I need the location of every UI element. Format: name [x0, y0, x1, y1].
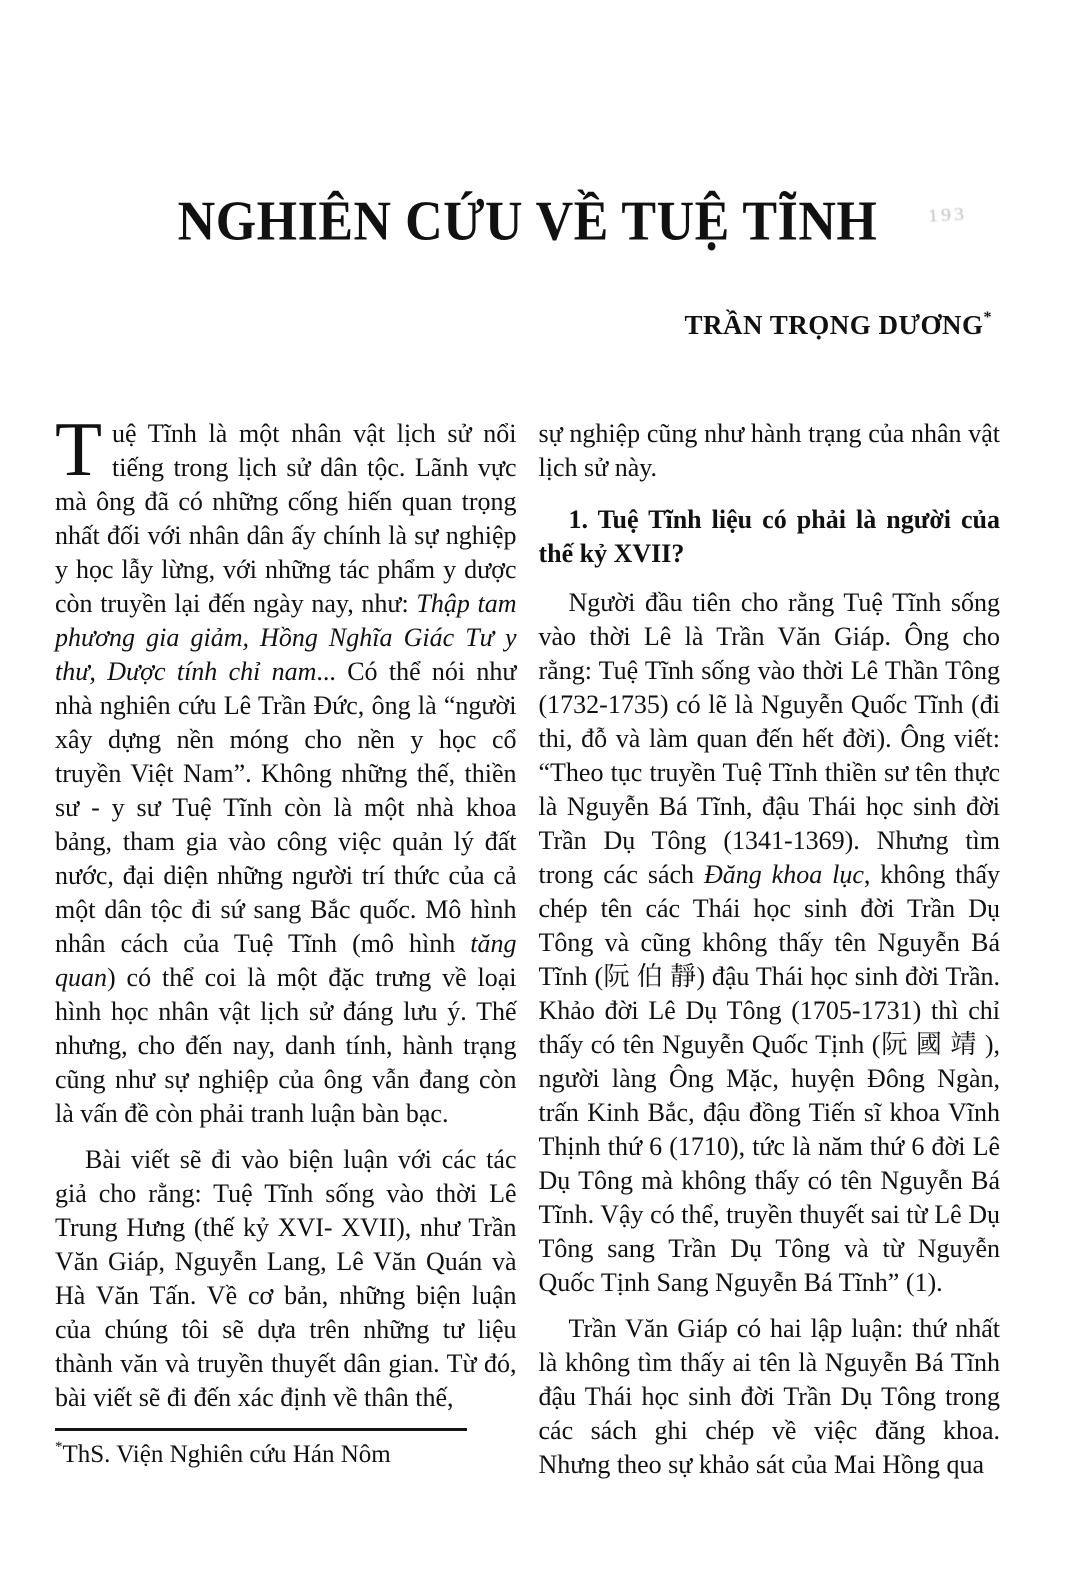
footnote-label: ThS. Viện Nghiên cứu Hán Nôm [62, 1441, 391, 1468]
text-run: , không thấy chép tên các Thái học sinh đời Trần Dụ Tông và cũng không thấy tên Nguyễn Bá Tĩnh (阮 伯 靜) đậu Thái học sinh đời Trần. Khảo đời Lê Dụ Tông (1705-1731) thì chỉ thấy có tên Nguyễn Quốc Tịnh (阮 國 靖 ), người làng Ông Mặc, huyện Đông Ngàn, trấn Kinh Bắc, đậu đồng Tiến sĩ khoa Vĩnh Thịnh thứ 6 (1710), tức là năm thứ 6 đời Lê Dụ Tông mà không thấy có tên Nguyễn Bá Tĩnh. Vậy có thể, truyền thuyết sai từ Lê Dụ Tông sang Trần Dụ Tông và từ Nguyễn Quốc Tịnh Sang Nguyễn Bá Tĩnh” (1). [538, 860, 1000, 1297]
text-run: ... Có thể nói như nhà nghiên cứu Lê Trần Đức, ông là “người xây dựng nền móng cho nền y học cổ truyền Việt Nam”. Không những thế, thiền sư - y sư Tuệ Tĩnh còn là một nhà khoa bảng, tham gia vào công việc quản lý đất nước, đại diện những người trí thức của cả một dân tộc đi sứ sang Bắc quốc. Mô hình nhân cách của Tuệ Tĩnh (mô hình [55, 657, 517, 958]
two-column-body [0, 406, 1090, 1494]
footnote-text [55, 1440, 515, 1470]
paragraph [539, 586, 1001, 1300]
text-run: Trần Văn Giáp có hai lập luận: thứ nhất là không tìm thấy ai tên là Nguyễn Bá Tĩnh đậu Thái học sinh đời Trần Dụ Tông trong các sách ghi chép về việc đăng khoa. Nhưng theo sự khảo sát của Mai Hồng qua [538, 1314, 1000, 1479]
paragraph [539, 1312, 1001, 1482]
paragraph [539, 417, 1001, 485]
faded-page-number: 193 [927, 204, 968, 226]
text-run: tăng quan [55, 929, 517, 992]
paragraph [55, 1143, 517, 1415]
text-run: uệ Tĩnh là một nhân vật lịch sử nổi tiếng trong lịch sử dân tộc. Lãnh vực mà ông đã có những cống hiến quan trọng nhất đối với nhân dân ấy chính là sự nghiệp y học lẫy lừng, với những tác phẩm y dược còn truyền lại đến ngày nay, như: [55, 419, 517, 618]
text-run: 1. Tuệ Tĩnh liệu có phải là người của thế kỷ XVII? [538, 505, 1000, 568]
author-name: TRẦN TRỌNG DƯƠNG [684, 310, 984, 340]
paragraph [55, 406, 517, 1131]
page-title: NGHIÊN CỨU VỀ TUỆ TĨNH [177, 190, 878, 253]
section-heading [539, 503, 1001, 571]
author-line [55, 310, 992, 341]
author-footnote-marker: * [983, 309, 992, 326]
footnote-divider [55, 1428, 467, 1431]
text-run: Đăng khoa lục [703, 860, 864, 889]
text-run: sự nghiệp cũng như hành trạng của nhân vật lịch sử này. [538, 419, 1000, 482]
text-run: Thập tam phương gia giảm, Hồng Nghĩa Giác Tư y thư, Dược tính chỉ nam [55, 589, 517, 686]
text-run: ) có thể coi là một đặc trưng về loại hình học nhân vật lịch sử đáng lưu ý. Thế nhưng, cho đến nay, danh tính, hành trạng cũng như sự nghiệp của ông vẫn đang còn là vấn đề còn phải tranh luận bàn bạc. [55, 963, 517, 1128]
footnote-marker: * [55, 1439, 63, 1455]
text-run: Bài viết sẽ đi vào biện luận với các tác giả cho rằng: Tuệ Tĩnh sống vào thời Lê Trung Hưng (thế kỷ XVI- XVII), như Trần Văn Giáp, Nguyễn Lang, Lê Văn Quán và Hà Văn Tấn. Về cơ bản, những biện luận của chúng tôi sẽ dựa trên những tư liệu thành văn và truyền thuyết dân gian. Từ đó, bài viết sẽ đi đến xác định về thân thế, [55, 1145, 517, 1412]
footnote [55, 1428, 515, 1470]
left-column [55, 406, 517, 1494]
right-column [539, 417, 1001, 1494]
text-run: Người đầu tiên cho rằng Tuệ Tĩnh sống vào thời Lê là Trần Văn Giáp. Ông cho rằng: Tuệ Tĩnh sống vào thời Lê Thần Tông (1732-1735) có lẽ là Nguyễn Quốc Tĩnh (đi thi, đỗ và làm quan đến hết đời). Ông viết: “Theo tục truyền Tuệ Tĩnh thiền sư tên thực là Nguyễn Bá Tĩnh, đậu Thái học sinh đời Trần Dụ Tông (1341-1369). Nhưng tìm trong các sách [538, 588, 1000, 889]
drop-cap: T [55, 406, 103, 492]
